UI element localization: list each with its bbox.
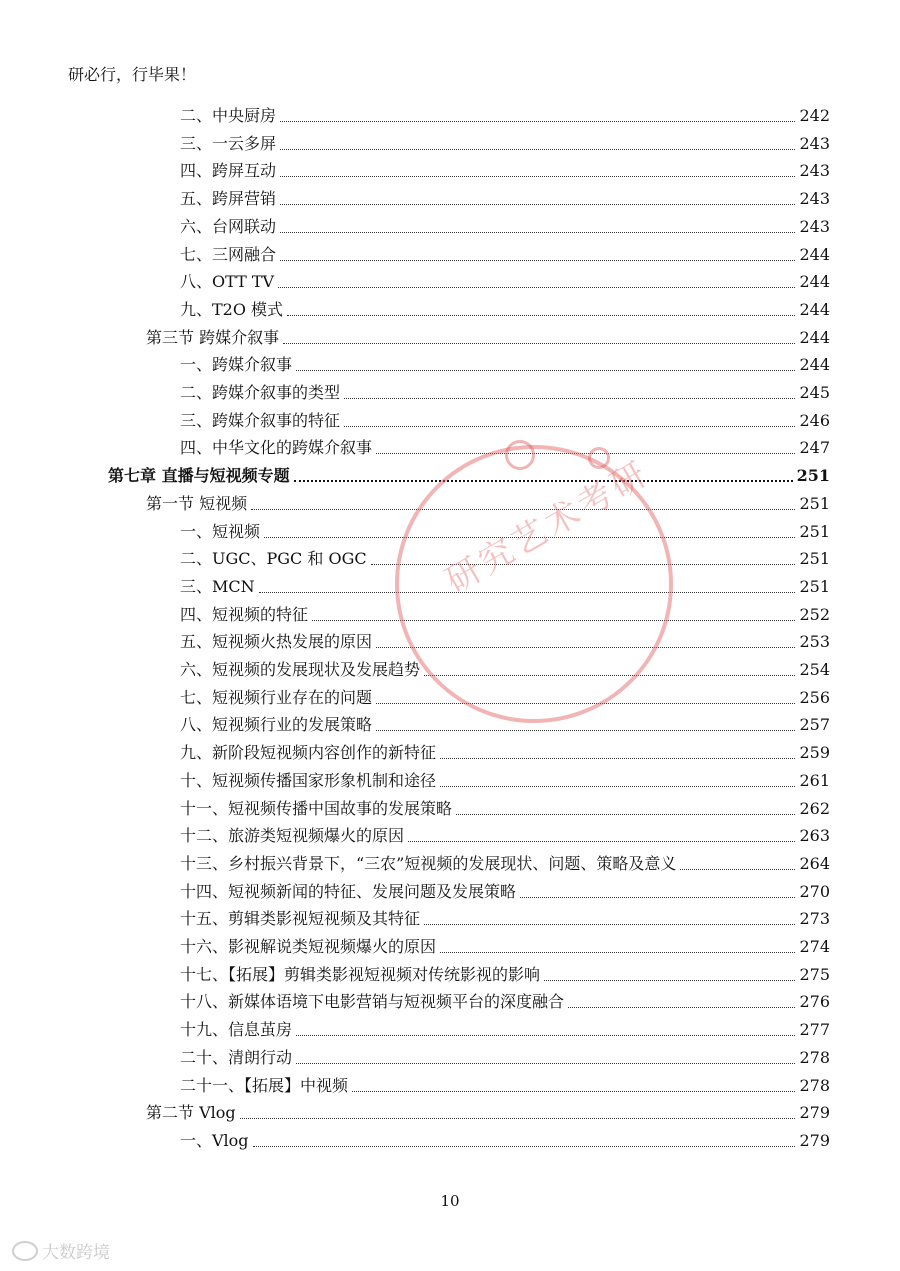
- toc-entry-title: 六、台网联动: [180, 216, 277, 236]
- toc-item-entry: [180, 155, 830, 181]
- toc-leader-dots: [283, 343, 795, 344]
- toc-leader-dots: [312, 620, 795, 621]
- page-number: 10: [440, 1192, 460, 1210]
- toc-item-entry: [180, 571, 830, 597]
- toc-entry-title: 三、跨媒介叙事的特征: [180, 410, 341, 430]
- toc-item-entry: [180, 654, 830, 680]
- toc-entry-page: 253: [799, 632, 830, 652]
- toc-entry-title: 十二、旅游类短视频爆火的原因: [180, 826, 405, 846]
- toc-item-entry: [180, 765, 830, 791]
- toc-entry-title: 三、MCN: [180, 576, 255, 596]
- toc-entry-title: 四、短视频的特征: [180, 604, 309, 624]
- toc-chapter-entry: [108, 460, 830, 486]
- toc-entry-page: 243: [799, 133, 830, 153]
- toc-entry-title: 八、短视频行业的发展策略: [180, 715, 373, 735]
- toc-entry-title: 九、新阶段短视频内容创作的新特征: [180, 743, 437, 763]
- toc-leader-dots: [280, 260, 795, 261]
- toc-entry-page: 244: [799, 244, 830, 264]
- toc-leader-dots: [278, 287, 795, 288]
- toc-item-entry: [180, 931, 830, 957]
- toc-leader-dots: [259, 592, 796, 593]
- toc-leader-dots: [424, 675, 795, 676]
- toc-entry-title: 二十、清朗行动: [180, 1047, 293, 1067]
- toc-entry-title: 第七章 直播与短视频专题: [108, 466, 290, 486]
- toc-entry-title: 十四、短视频新闻的特征、发展问题及发展策略: [180, 881, 517, 901]
- toc-entry-title: 五、短视频火热发展的原因: [180, 632, 373, 652]
- toc-item-entry: [180, 848, 830, 874]
- toc-entry-page: 278: [799, 1047, 830, 1067]
- toc-item-entry: [180, 1070, 830, 1096]
- toc-leader-dots: [280, 232, 795, 233]
- toc-entry-title: 十一、短视频传播中国故事的发展策略: [180, 798, 453, 818]
- toc-entry-title: 二十一、【拓展】中视频: [180, 1075, 349, 1095]
- toc-leader-dots: [440, 952, 795, 953]
- toc-leader-dots: [520, 897, 795, 898]
- watermark-logo-icon: [12, 1241, 38, 1261]
- toc-entry-title: 二、中央厨房: [180, 106, 277, 125]
- toc-entry-title: 一、跨媒介叙事: [180, 355, 293, 375]
- toc-entry-page: 274: [799, 937, 830, 956]
- toc-item-entry: [180, 349, 830, 375]
- toc-leader-dots: [456, 814, 795, 815]
- toc-leader-dots: [251, 509, 795, 510]
- toc-entry-page: 242: [799, 106, 830, 125]
- toc-item-entry: [180, 1014, 830, 1040]
- toc-item-entry: [180, 294, 830, 320]
- toc-leader-dots: [280, 149, 795, 150]
- toc-entry-title: 三、一云多屏: [180, 133, 277, 153]
- toc-item-entry: [180, 903, 830, 929]
- toc-entry-page: 243: [799, 216, 830, 236]
- toc-item-entry: [180, 405, 830, 431]
- toc-item-entry: [180, 543, 830, 569]
- toc-entry-title: 十三、乡村振兴背景下，“三农”短视频的发展现状、问题、策略及意义: [180, 853, 677, 873]
- toc-leader-dots: [424, 924, 795, 925]
- toc-entry-page: 244: [799, 355, 830, 375]
- toc-leader-dots: [287, 315, 795, 316]
- toc-entry-title: 九、T2O 模式: [180, 299, 284, 319]
- toc-entry-title: 十八、新媒体语境下电影营销与短视频平台的深度融合: [180, 992, 565, 1012]
- toc-leader-dots: [296, 370, 795, 371]
- toc-item-entry: [180, 183, 830, 209]
- toc-leader-dots: [280, 121, 795, 122]
- toc-item-entry: [180, 737, 830, 763]
- toc-entry-title: 十、短视频传播国家形象机制和途径: [180, 770, 437, 790]
- toc-leader-dots: [371, 564, 796, 565]
- toc-entry-page: 279: [799, 1103, 830, 1123]
- toc-leader-dots: [240, 1118, 796, 1119]
- toc-leader-dots: [544, 980, 795, 981]
- toc-entry-title: 十七、【拓展】剪辑类影视短视频对传统影视的影响: [180, 964, 541, 984]
- toc-entry-title: 六、短视频的发展现状及发展趋势: [180, 660, 421, 679]
- toc-entry-page: 247: [799, 438, 830, 458]
- toc-leader-dots: [296, 1035, 795, 1036]
- toc-entry-page: 259: [799, 743, 830, 763]
- toc-leader-dots: [253, 1146, 796, 1147]
- toc-entry-page: 244: [799, 272, 830, 292]
- toc-entry-page: 270: [799, 881, 830, 901]
- toc-entry-page: 251: [799, 576, 830, 596]
- toc-entry-page: 257: [799, 715, 830, 735]
- toc-entry-title: 二、跨媒介叙事的类型: [180, 383, 341, 402]
- toc-entry-title: 七、短视频行业存在的问题: [180, 687, 373, 707]
- toc-entry-title: 四、中华文化的跨媒介叙事: [180, 438, 373, 458]
- toc-leader-dots: [264, 537, 795, 538]
- toc-item-entry: [180, 211, 830, 237]
- toc-entry-page: 246: [799, 410, 830, 430]
- toc-entry-title: 十六、影视解说类短视频爆火的原因: [180, 937, 437, 956]
- toc-leader-dots: [568, 1007, 795, 1008]
- toc-entry-page: 264: [799, 853, 830, 873]
- toc-entry-title: 二、UGC、PGC 和 OGC: [180, 549, 367, 569]
- toc-leader-dots: [408, 841, 795, 842]
- toc-entry-title: 一、短视频: [180, 521, 261, 541]
- toc-leader-dots: [376, 703, 795, 704]
- toc-item-entry: [180, 709, 830, 735]
- toc-entry-page: 245: [799, 383, 830, 402]
- toc-leader-dots: [376, 730, 795, 731]
- toc-item-entry: [180, 516, 830, 542]
- toc-entry-title: 第一节 短视频: [146, 493, 248, 513]
- toc-item-entry: [180, 266, 830, 292]
- toc-item-entry: [180, 239, 830, 265]
- toc-item-entry: [180, 820, 830, 846]
- toc-entry-title: 五、跨屏营销: [180, 189, 277, 209]
- toc-entry-title: 一、Vlog: [180, 1130, 249, 1150]
- toc-entry-page: 251: [799, 521, 830, 541]
- toc-leader-dots: [680, 869, 795, 870]
- toc-item-entry: [180, 128, 830, 154]
- toc-entry-page: 243: [799, 189, 830, 209]
- toc-entry-page: 251: [799, 549, 830, 569]
- toc-item-entry: [180, 599, 830, 625]
- toc-entry-page: 278: [799, 1075, 830, 1095]
- toc-item-entry: [180, 986, 830, 1012]
- toc-leader-dots: [294, 480, 793, 482]
- toc-entry-page: 256: [799, 687, 830, 707]
- toc-leader-dots: [440, 786, 795, 787]
- toc-leader-dots: [376, 647, 795, 648]
- toc-entry-page: 277: [799, 1020, 830, 1040]
- toc-section-entry: [146, 1097, 830, 1123]
- toc-item-entry: [180, 959, 830, 985]
- watermark: [12, 1238, 110, 1263]
- toc-leader-dots: [280, 176, 795, 177]
- toc-entry-page: 279: [799, 1130, 830, 1150]
- toc-entry-title: 十五、剪辑类影视短视频及其特征: [180, 909, 421, 929]
- toc-item-entry: [180, 377, 830, 403]
- toc-entry-title: 第二节 Vlog: [146, 1103, 236, 1123]
- toc-entry-page: 254: [799, 660, 830, 679]
- toc-entry-page: 276: [799, 992, 830, 1012]
- toc-item-entry: [180, 682, 830, 708]
- toc-entry-page: 262: [799, 798, 830, 818]
- toc-entry-page: 244: [799, 327, 830, 347]
- toc-entry-title: 八、OTT TV: [180, 272, 275, 292]
- page-header-slogan: 研必行，行毕果！: [68, 65, 197, 84]
- toc-entry-page: 244: [799, 299, 830, 319]
- toc-item-entry: [180, 100, 830, 126]
- toc-entry-page: 252: [799, 604, 830, 624]
- toc-item-entry: [180, 1125, 830, 1151]
- toc-leader-dots: [376, 453, 795, 454]
- toc-entry-title: 十九、信息茧房: [180, 1020, 293, 1040]
- toc-entry-page: 275: [799, 964, 830, 984]
- seal-stamp-text: 研究艺术考研: [439, 452, 657, 602]
- toc-entry-title: 七、三网融合: [180, 244, 277, 264]
- toc-item-entry: [180, 876, 830, 902]
- toc-leader-dots: [280, 204, 795, 205]
- toc-item-entry: [180, 1042, 830, 1068]
- toc-item-entry: [180, 793, 830, 819]
- toc-entry-page: 251: [796, 466, 830, 486]
- toc-leader-dots: [296, 1063, 795, 1064]
- toc-leader-dots: [344, 398, 795, 399]
- toc-item-entry: [180, 626, 830, 652]
- toc-section-entry: [146, 322, 830, 348]
- toc-entry-page: 261: [799, 770, 830, 790]
- toc-entry-title: 四、跨屏互动: [180, 161, 277, 181]
- toc-leader-dots: [352, 1091, 795, 1092]
- toc-section-entry: [146, 488, 830, 514]
- toc-leader-dots: [440, 758, 795, 759]
- toc-leader-dots: [344, 426, 795, 427]
- toc-entry-page: 243: [799, 161, 830, 181]
- toc-entry-page: 263: [799, 826, 830, 846]
- toc-item-entry: [180, 432, 830, 458]
- watermark-text: 大数跨境: [42, 1243, 110, 1263]
- toc-entry-page: 273: [799, 909, 830, 929]
- toc-entry-page: 251: [799, 493, 830, 513]
- toc-entry-title: 第三节 跨媒介叙事: [146, 327, 280, 347]
